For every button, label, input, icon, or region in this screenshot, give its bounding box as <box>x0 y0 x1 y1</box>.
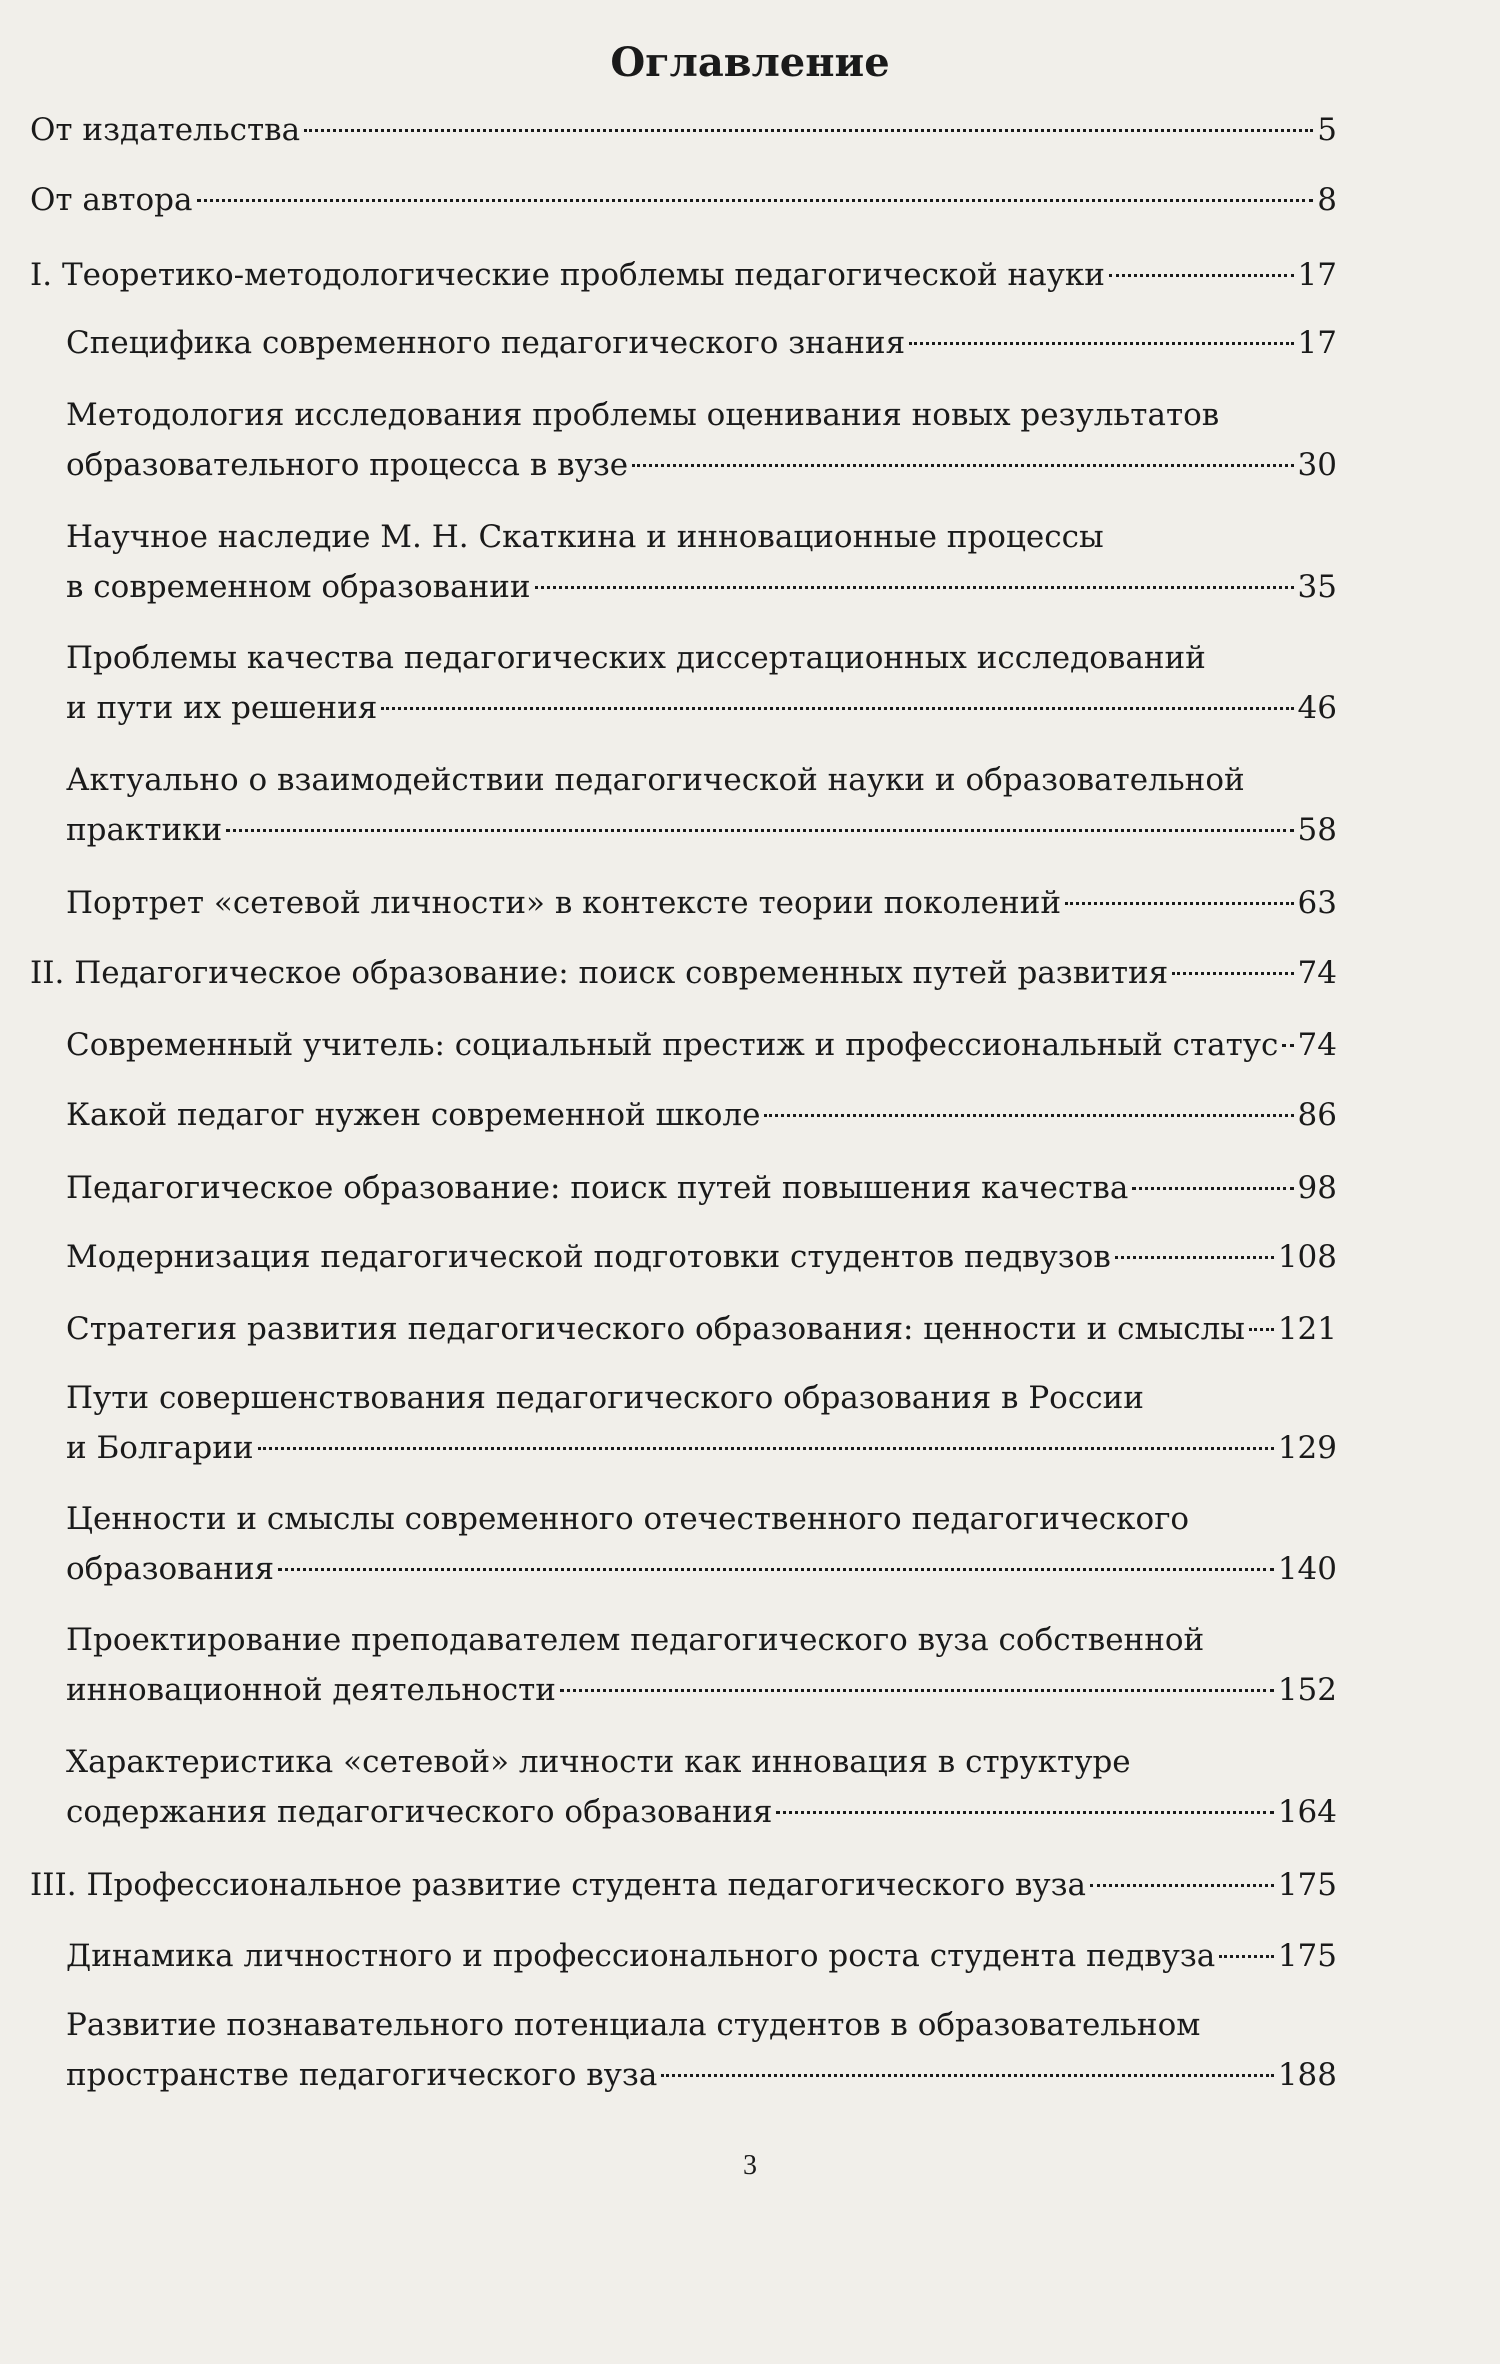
toc-entry-title: практики <box>66 812 223 848</box>
toc-entry-title: Какой педагог нужен современной школе <box>66 1097 761 1133</box>
leader-dots <box>1219 1955 1274 1958</box>
toc-section-heading <box>30 1860 1337 1910</box>
toc-entry-title: От автора <box>30 182 193 218</box>
toc-entry-page: 17 <box>1297 325 1337 361</box>
toc-entry-title: Динамика личностного и профессионального роста студента педвуза <box>66 1938 1216 1974</box>
toc-entry <box>66 755 1337 855</box>
page-title: Оглавление <box>610 39 890 86</box>
toc-entry-title: Модернизация педагогической подготовки студентов педвузов <box>66 1239 1111 1275</box>
toc-entry <box>66 2000 1337 2100</box>
toc-entry-title-line1: Методология исследования проблемы оценивания новых результатов <box>66 397 1220 433</box>
toc-entry <box>66 1373 1337 1473</box>
leader-dots <box>560 1689 1274 1692</box>
toc-entry-title: содержания педагогического образования <box>66 1794 773 1830</box>
toc-entry <box>66 878 1337 928</box>
toc-entry-title-line1: Проблемы качества педагогических диссертационных исследований <box>66 640 1206 676</box>
toc-entry-title: III. Профессиональное развитие студента педагогического вуза <box>30 1867 1087 1903</box>
toc-entry-title: Педагогическое образование: поиск путей повышения качества <box>66 1170 1129 1206</box>
toc-entry <box>66 1931 1337 1981</box>
toc-entry-title-line1: Проектирование преподавателем педагогического вуза собственной <box>66 1622 1205 1658</box>
leader-dots <box>1065 902 1294 905</box>
toc-entry-page: 98 <box>1297 1170 1337 1206</box>
toc-section-heading <box>30 948 1337 998</box>
leader-dots <box>776 1811 1273 1814</box>
leader-dots <box>1090 1884 1274 1887</box>
toc-entry-title: От издательства <box>30 112 301 148</box>
toc-entry-page: 188 <box>1277 2057 1337 2093</box>
toc-entry <box>66 1615 1337 1715</box>
toc-entry-page: 46 <box>1297 690 1337 726</box>
toc-entry-title-line1: Актуально о взаимодействии педагогической науки и образовательной <box>66 762 1245 798</box>
toc-entry-title: Специфика современного педагогического знания <box>66 325 906 361</box>
toc-entry-page: 140 <box>1277 1551 1337 1587</box>
toc-section-heading <box>30 250 1337 300</box>
toc-entry-page: 164 <box>1277 1794 1337 1830</box>
leader-dots <box>304 129 1313 132</box>
toc-entry-page: 121 <box>1277 1311 1337 1347</box>
toc-entry <box>30 105 1337 155</box>
toc-entry-title-line1: Характеристика «сетевой» личности как инновация в структуре <box>66 1744 1131 1780</box>
leader-dots <box>226 829 1293 832</box>
toc-entry <box>66 1304 1337 1354</box>
toc-entry-page: 5 <box>1317 112 1337 148</box>
toc-entry <box>30 175 1337 225</box>
toc-entry-page: 175 <box>1277 1938 1337 1974</box>
toc-entry-title: пространстве педагогического вуза <box>66 2057 658 2093</box>
leader-dots <box>1132 1187 1293 1190</box>
leader-dots <box>535 586 1294 589</box>
toc-entry-title-line1: Развитие познавательного потенциала студентов в образовательном <box>66 2007 1201 2043</box>
leader-dots <box>197 199 1314 202</box>
toc-entry-page: 17 <box>1297 257 1337 293</box>
leader-dots <box>909 342 1293 345</box>
toc-entry-title: I. Теоретико-методологические проблемы педагогической науки <box>30 257 1105 293</box>
toc-entry <box>66 633 1337 733</box>
leader-dots <box>1172 972 1293 975</box>
toc-entry-title: образовательного процесса в вузе <box>66 447 629 483</box>
toc-entry-page: 63 <box>1297 885 1337 921</box>
toc-entry <box>66 1737 1337 1837</box>
toc-entry-title: и Болгарии <box>66 1430 254 1466</box>
toc-entry-title: II. Педагогическое образование: поиск современных путей развития <box>30 955 1169 991</box>
toc-entry-title: и пути их решения <box>66 690 378 726</box>
toc-entry-title-line1: Ценности и смыслы современного отечественного педагогического <box>66 1501 1190 1537</box>
toc-entry-page: 152 <box>1277 1672 1337 1708</box>
toc-entry-title: образования <box>66 1551 275 1587</box>
toc-entry <box>66 1163 1337 1213</box>
toc-entry <box>66 1232 1337 1282</box>
toc-entry-page: 74 <box>1297 955 1337 991</box>
leader-dots <box>381 707 1293 710</box>
leader-dots <box>278 1568 1274 1571</box>
leader-dots <box>1282 1044 1293 1047</box>
toc-entry <box>66 1090 1337 1140</box>
leader-dots <box>764 1114 1293 1117</box>
toc-entry <box>66 1020 1337 1070</box>
toc-entry-page: 74 <box>1297 1027 1337 1063</box>
toc-entry-title: инновационной деятельности <box>66 1672 556 1708</box>
leader-dots <box>1109 274 1294 277</box>
toc-entry-page: 8 <box>1317 182 1337 218</box>
toc-entry-title-line1: Научное наследие М. Н. Скаткина и инновационные процессы <box>66 519 1104 555</box>
page-number: 3 <box>743 2150 757 2181</box>
leader-dots <box>632 464 1293 467</box>
toc-entry-title-line1: Пути совершенствования педагогического образования в России <box>66 1380 1144 1416</box>
toc-entry <box>66 390 1337 490</box>
toc-entry-page: 35 <box>1297 569 1337 605</box>
toc-entry-page: 58 <box>1297 812 1337 848</box>
leader-dots <box>258 1447 1274 1450</box>
toc-entry-page: 108 <box>1277 1239 1337 1275</box>
toc-entry <box>66 1494 1337 1594</box>
toc-entry-page: 86 <box>1297 1097 1337 1133</box>
toc-entry-title: в современном образовании <box>66 569 531 605</box>
leader-dots <box>661 2074 1274 2077</box>
toc-entry-page: 30 <box>1297 447 1337 483</box>
toc-entry-title: Стратегия развития педагогического образования: ценности и смыслы <box>66 1311 1245 1347</box>
toc-entry <box>66 318 1337 368</box>
toc-entry-page: 129 <box>1277 1430 1337 1466</box>
toc-entry-title: Портрет «сетевой личности» в контексте теории поколений <box>66 885 1062 921</box>
leader-dots <box>1249 1328 1274 1331</box>
toc-entry-page: 175 <box>1277 1867 1337 1903</box>
toc-entry <box>66 512 1337 612</box>
leader-dots <box>1115 1256 1274 1259</box>
toc-entry-title: Современный учитель: социальный престиж и профессиональный статус <box>66 1027 1279 1063</box>
